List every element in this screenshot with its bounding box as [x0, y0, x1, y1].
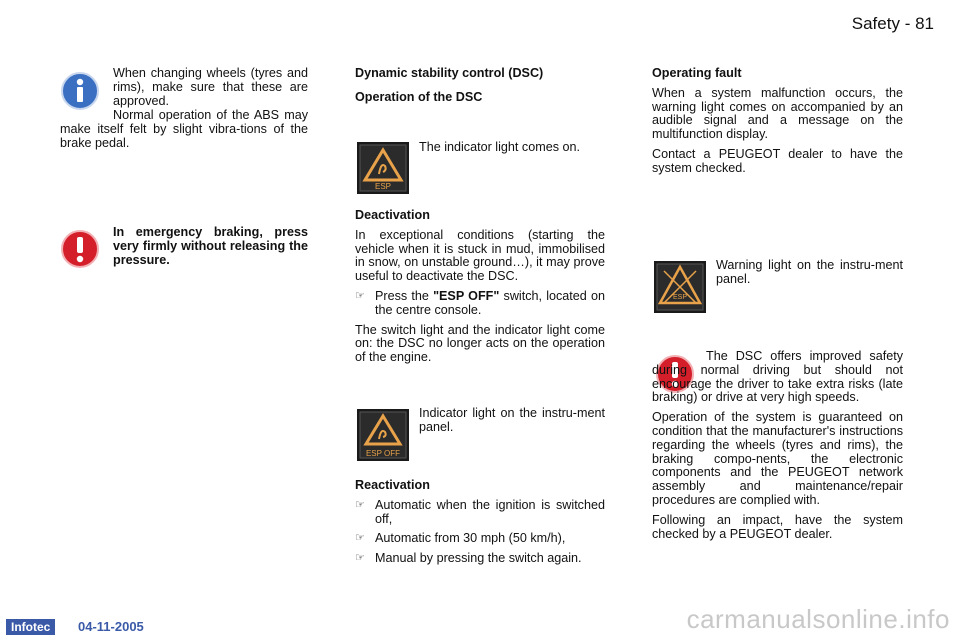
brand-logo: Infotec — [6, 619, 55, 635]
reactivation-item-text: Manual by pressing the switch again. — [375, 551, 582, 566]
reactivation-item — [355, 532, 605, 546]
switch-text: The switch light and the indicator light come on: the DSC no longer acts on the operation of the engine. — [355, 322, 605, 365]
fault-text-2: Contact a PEUGEOT dealer to have the system checked. — [652, 146, 903, 175]
caution-para-3: Following an impact, have the system checked by a PEUGEOT dealer. — [652, 512, 903, 541]
pointing-hand-icon: ☞ — [355, 498, 365, 511]
fault-title: Operating fault — [652, 66, 742, 80]
press-bullet — [355, 290, 605, 318]
dsc-top — [355, 67, 605, 111]
esp-off-switch-label: "ESP OFF" — [433, 288, 500, 303]
deactivation-section — [355, 209, 605, 371]
press-prefix: Press the — [375, 288, 434, 303]
esp-label: ESP — [374, 182, 392, 191]
operating-fault-section — [652, 67, 903, 182]
indicator2-text: Indicator light on the instru-ment panel. — [419, 406, 605, 434]
footer-date: 04-11-2005 — [78, 619, 144, 634]
caution-para-2: Operation of the system is guaranteed on condition that the manufacturer's instructions regarding the wheels (tyres and rims), the braking compo-nents, the electronic components and the PEUGEOT network assembly and maintenance/repair procedures are complied with. — [652, 410, 903, 507]
pointing-hand-icon: ☞ — [355, 532, 365, 545]
indicator-note — [419, 141, 605, 161]
pointing-hand-icon: ☞ — [355, 552, 365, 565]
warning-light-text: Warning light on the instru-ment panel. — [716, 258, 903, 286]
indicator-text: The indicator light comes on. — [419, 140, 581, 154]
warning-icon — [60, 229, 100, 274]
emergency-braking-note — [113, 226, 308, 273]
dsc-caution-section — [652, 350, 903, 547]
reactivation-section — [355, 479, 605, 572]
fault-text-1: When a system malfunction occurs, the warning light comes on accompanied by an audible signal and a message on the multifunction display. — [652, 85, 903, 142]
esp-off-label: ESP OFF — [365, 449, 401, 458]
reactivation-item — [355, 499, 605, 527]
reactivation-title: Reactivation — [355, 478, 430, 492]
esp-off-indicator-image — [357, 409, 409, 466]
watermark: carmanualsonline.info — [686, 604, 950, 634]
section-title: Safety — [851, 14, 900, 33]
deactivation-title: Deactivation — [355, 208, 430, 222]
info-para-2: Normal operation of the ABS may make itself felt by slight vibra-tions of the brake pedal. — [60, 108, 308, 150]
deactivation-text: In exceptional conditions (starting the vehicle when it is stuck in mud, immobilised in snow, on unstable ground…), it may prove useful to deactivate the DSC. — [355, 227, 605, 284]
pointing-hand-icon: ☞ — [355, 289, 365, 302]
press-suffix: switch, located on the centre console. — [375, 288, 605, 317]
reactivation-item — [355, 552, 605, 566]
caution-para-1: The DSC offers improved safety during normal driving but should not encourage the driver to take extra risks (late braking) or drive at very high speeds. — [652, 349, 903, 405]
page-header — [852, 14, 934, 34]
indicator-note-2 — [419, 407, 605, 441]
reactivation-item-text: Automatic from 30 mph (50 km/h), — [375, 531, 566, 546]
warning-light-note — [716, 259, 903, 293]
esp-warning-light-image — [654, 261, 706, 318]
warn-para: In emergency braking, press very firmly without releasing the pressure. — [113, 225, 308, 267]
dsc-title: Dynamic stability control (DSC) — [355, 66, 544, 80]
esp-warning-label: ESP — [672, 294, 688, 301]
dsc-operation-subtitle: Operation of the DSC — [355, 89, 483, 104]
page-number: 81 — [915, 14, 934, 33]
header-separator: - — [899, 14, 916, 33]
info-para-1: When changing wheels (tyres and rims), make sure that these are approved. — [113, 66, 308, 108]
info-note-2 — [60, 109, 308, 156]
esp-indicator-image — [357, 142, 409, 199]
reactivation-item-text: Automatic when the ignition is switched off, — [375, 497, 605, 526]
